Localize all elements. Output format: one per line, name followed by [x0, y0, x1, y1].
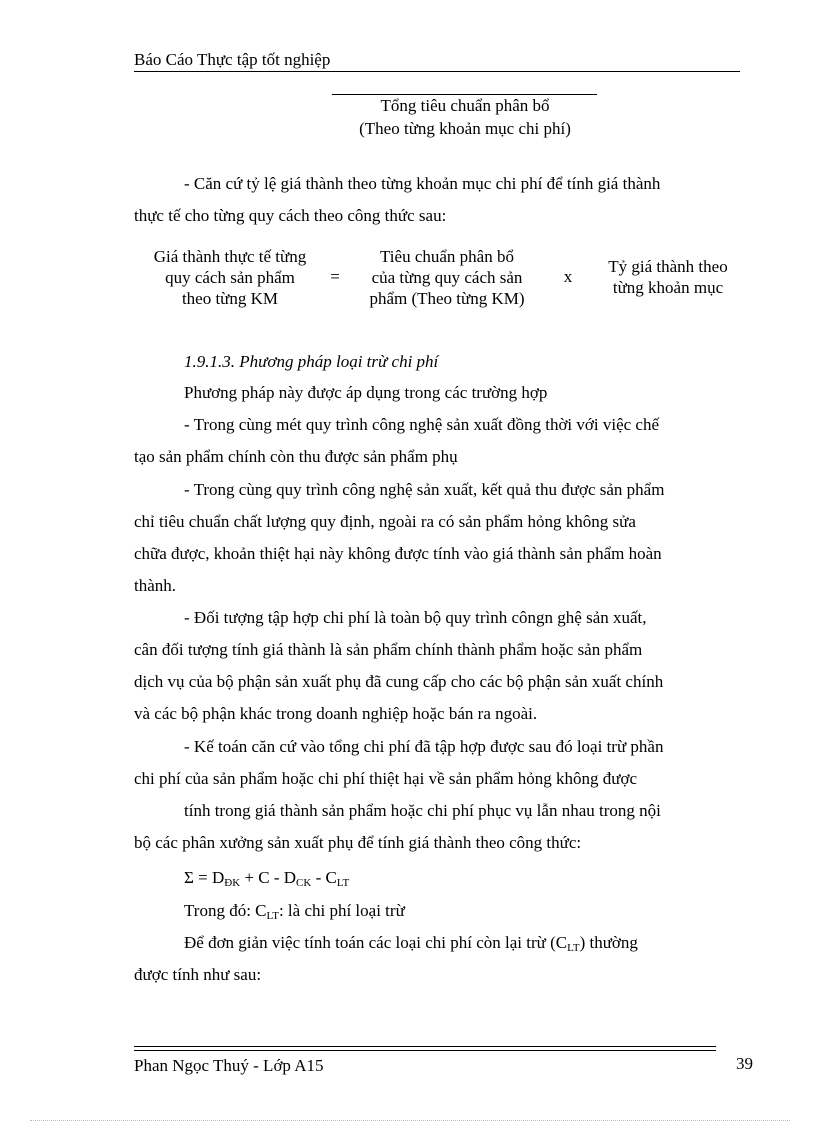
formula-left-line: Giá thành thực tế từng — [153, 247, 307, 266]
eq-part: - C — [311, 868, 337, 887]
footer-author: Phan Ngọc Thuý - Lớp A15 — [134, 1056, 324, 1075]
formula-middle-line: phẩm (Theo từng KM) — [369, 289, 525, 308]
eq-subscript: ĐK — [224, 877, 241, 889]
header-rule — [134, 71, 740, 72]
page-header-title: Báo Cáo Thực tập tốt nghiệp — [134, 50, 331, 69]
formula-equals: = — [330, 267, 340, 286]
page-edge-dotted — [30, 1120, 790, 1121]
where-text: : là chi phí loại trừ — [278, 901, 405, 920]
simplify-text: Để đơn giản việc tính toán các loại chi phí còn lại trừ (C — [184, 933, 568, 952]
fraction-denominator-line2: (Theo từng khoản mục chi phí) — [359, 119, 571, 138]
formula-middle-line: của từng quy cách sản — [371, 268, 523, 287]
equation-sigma — [184, 862, 349, 899]
formula-left-line: theo từng KM — [181, 289, 279, 308]
paragraph-case2-cont: chữa được, khoản thiệt hại này không được tính vào giá thành sản phẩm hoàn — [134, 544, 662, 563]
paragraph-case3: - Đối tượng tập hợp chi phí là toàn bộ quy trình côngn ghệ sản xuất, — [184, 608, 647, 627]
formula-times: x — [563, 267, 573, 286]
eq-part: Σ = D — [184, 868, 225, 887]
paragraph-simplify-cont: được tính như sau: — [134, 965, 262, 984]
paragraph-ratio-intro: - Căn cứ tỷ lệ giá thành theo từng khoản mục chi phí để tính giá thành — [184, 174, 661, 193]
formula-right-line: Tỷ giá thành theo — [608, 257, 728, 276]
paragraph-case3-cont: và các bộ phận khác trong doanh nghiệp hoặc bán ra ngoài. — [134, 704, 538, 723]
paragraph-case3-cont: dịch vụ của bộ phận sản xuất phụ đã cung cấp cho các bộ phận sản xuất chính — [134, 672, 664, 691]
footer-rule — [134, 1046, 716, 1047]
paragraph-case2: - Trong cùng quy trình công nghệ sản xuất, kết quả thu được sản phẩm — [184, 480, 665, 499]
paragraph-case4-cont: tính trong giá thành sản phẩm hoặc chi phí phục vụ lẫn nhau trong nội — [184, 801, 661, 820]
paragraph-ratio-intro-cont: thực tế cho từng quy cách theo công thức sau: — [134, 206, 447, 225]
paragraph-method: Phương pháp này được áp dụng trong các trường hợp — [184, 383, 548, 402]
paragraph-case1-cont: tạo sản phẩm chính còn thu được sản phẩm phụ — [134, 447, 458, 466]
formula-middle — [348, 246, 546, 309]
paragraph-case1: - Trong cùng mét quy trình công nghệ sản xuất đồng thời với việc chế — [184, 415, 660, 434]
formula-right-line: từng khoản mục — [612, 278, 724, 297]
page-number: 39 — [736, 1054, 753, 1073]
where-subscript: LT — [266, 910, 279, 922]
footer-rule — [134, 1050, 716, 1051]
section-heading: 1.9.1.3. Phương pháp loại trừ chi phí — [184, 352, 439, 371]
paragraph-case2-cont: chỉ tiêu chuẩn chất lượng quy định, ngoài ra có sản phẩm hỏng không sửa — [134, 512, 636, 531]
simplify-subscript: LT — [567, 942, 580, 954]
where-text: Trong đó: C — [184, 901, 267, 920]
paragraph-case2-cont: thành. — [134, 576, 177, 595]
fraction-line — [332, 94, 597, 95]
formula-middle-line: Tiêu chuẩn phân bổ — [380, 247, 514, 266]
simplify-text: ) thường — [579, 933, 638, 952]
paragraph-case4: - Kế toán căn cứ vào tổng chi phí đã tập hợp được sau đó loại trừ phần — [184, 737, 664, 756]
eq-part: + C - D — [240, 868, 297, 887]
formula-left — [130, 246, 330, 309]
paragraph-case4-cont: chi phí của sản phẩm hoặc chi phí thiệt hại về sản phẩm hỏng không được — [134, 769, 638, 788]
formula-right — [588, 256, 748, 298]
paragraph-case3-cont: cân đối tượng tính giá thành là sản phẩm chính thành phẩm hoặc sản phẩm — [134, 640, 643, 659]
fraction-denominator-line1: Tổng tiêu chuẩn phân bổ — [380, 96, 550, 115]
formula-left-line: quy cách sản phẩm — [165, 268, 295, 287]
paragraph-case4-cont: bộ các phân xưởng sản xuất phụ để tính giá thành theo công thức: — [134, 833, 582, 852]
eq-subscript: CK — [296, 877, 312, 889]
eq-subscript: LT — [336, 877, 350, 889]
